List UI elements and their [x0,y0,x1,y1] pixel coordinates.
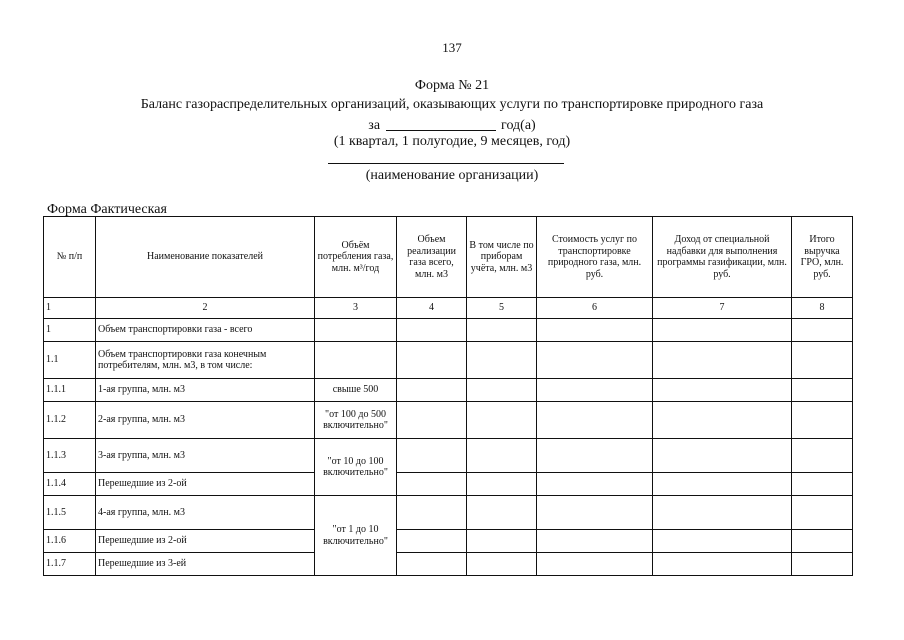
row-code: 1.1 [44,342,96,379]
table-row [44,342,853,379]
empty-cell [792,379,853,402]
empty-cell [397,553,467,576]
page-number: 137 [442,40,462,55]
row-name: 1-ая группа, млн. м3 [96,379,315,402]
row-code: 1.1.1 [44,379,96,402]
header-cell: Объем реализации газа всего, млн. м3 [397,217,467,298]
row-code: 1.1.5 [44,496,96,530]
row-name: Объем транспортировки газа - всего [96,319,315,342]
empty-cell [653,530,792,553]
empty-cell [467,402,537,439]
empty-cell [792,402,853,439]
empty-cell [397,319,467,342]
period-note: (1 квартал, 1 полугодие, 9 месяцев, год) [333,134,571,149]
empty-cell [792,342,853,379]
organization-name-line [328,163,564,164]
empty-cell [537,473,653,496]
empty-cell [653,439,792,473]
table-row [44,496,853,530]
row-code: 1.1.7 [44,553,96,576]
header-cell: В том числе по приборам учёта, млн. м3 [467,217,537,298]
empty-cell [397,496,467,530]
empty-cell [537,342,653,379]
empty-cell [653,496,792,530]
empty-cell [537,379,653,402]
row-name: Перешедшие из 2-ой [96,530,315,553]
year-prefix: за [368,118,381,133]
empty-cell [792,319,853,342]
empty-cell [467,473,537,496]
row-name: 4-ая группа, млн. м3 [96,496,315,530]
header-cell: Наименование показателей [96,217,315,298]
column-number-row [44,298,853,319]
empty-cell [653,473,792,496]
year-blank-field [386,116,496,131]
empty-cell [315,342,397,379]
empty-cell [397,439,467,473]
empty-cell [653,319,792,342]
form-type-label: Форма Фактическая [47,202,167,217]
empty-cell [537,496,653,530]
empty-cell [653,553,792,576]
consumption-volume: "от 100 до 500 включительно" [315,402,397,439]
row-name: 3-ая группа, млн. м3 [96,439,315,473]
column-number: 2 [96,298,315,319]
row-code: 1.1.3 [44,439,96,473]
empty-cell [653,402,792,439]
form-subtitle: Баланс газораспределительных организаций, оказывающих услуги по транспортировке природного газа [140,97,764,112]
table-row [44,530,853,553]
table-row [44,553,853,576]
table-row [44,402,853,439]
column-number: 8 [792,298,853,319]
empty-cell [397,530,467,553]
table-row [44,473,853,496]
empty-cell [537,319,653,342]
empty-cell [397,473,467,496]
empty-cell [315,319,397,342]
empty-cell [467,379,537,402]
empty-cell [467,342,537,379]
table-row [44,319,853,342]
header-cell: Итого выручка ГРО, млн. руб. [792,217,853,298]
row-name: 2-ая группа, млн. м3 [96,402,315,439]
year-line [0,116,904,134]
row-code: 1.1.6 [44,530,96,553]
empty-cell [467,530,537,553]
table-header-row [44,217,853,298]
column-number: 4 [397,298,467,319]
row-name: Перешедшие из 2-ой [96,473,315,496]
empty-cell [537,402,653,439]
empty-cell [467,439,537,473]
row-name: Перешедшие из 3-ей [96,553,315,576]
header-cell: Объём потребления газа, млн. м³/год [315,217,397,298]
consumption-volume: "от 1 до 10 включительно" [315,496,397,576]
empty-cell [792,439,853,473]
empty-cell [537,553,653,576]
empty-cell [467,319,537,342]
empty-cell [397,402,467,439]
empty-cell [397,379,467,402]
empty-cell [397,342,467,379]
empty-cell [653,342,792,379]
column-number: 3 [315,298,397,319]
row-code: 1.1.2 [44,402,96,439]
column-number: 5 [467,298,537,319]
row-name: Объем транспортировки газа конечным потребителям, млн. м3, в том числе: [96,342,315,379]
header-cell: № п/п [44,217,96,298]
form-title: Форма № 21 [414,78,490,93]
column-number: 7 [653,298,792,319]
organization-caption: (наименование организации) [365,168,539,183]
year-suffix: год(а) [501,118,536,133]
row-code: 1 [44,319,96,342]
empty-cell [792,496,853,530]
empty-cell [792,530,853,553]
balance-table [43,216,853,576]
column-number: 6 [537,298,653,319]
empty-cell [467,553,537,576]
header-cell: Стоимость услуг по транспортировке природного газа, млн. руб. [537,217,653,298]
header-cell: Доход от специальной надбавки для выполнения программы газификации, млн. руб. [653,217,792,298]
row-code: 1.1.4 [44,473,96,496]
consumption-volume: "от 10 до 100 включительно" [315,439,397,496]
empty-cell [653,379,792,402]
consumption-volume: свыше 500 [315,379,397,402]
empty-cell [792,553,853,576]
table-row [44,439,853,473]
column-number: 1 [44,298,96,319]
empty-cell [537,530,653,553]
table-row [44,379,853,402]
empty-cell [792,473,853,496]
empty-cell [537,439,653,473]
empty-cell [467,496,537,530]
